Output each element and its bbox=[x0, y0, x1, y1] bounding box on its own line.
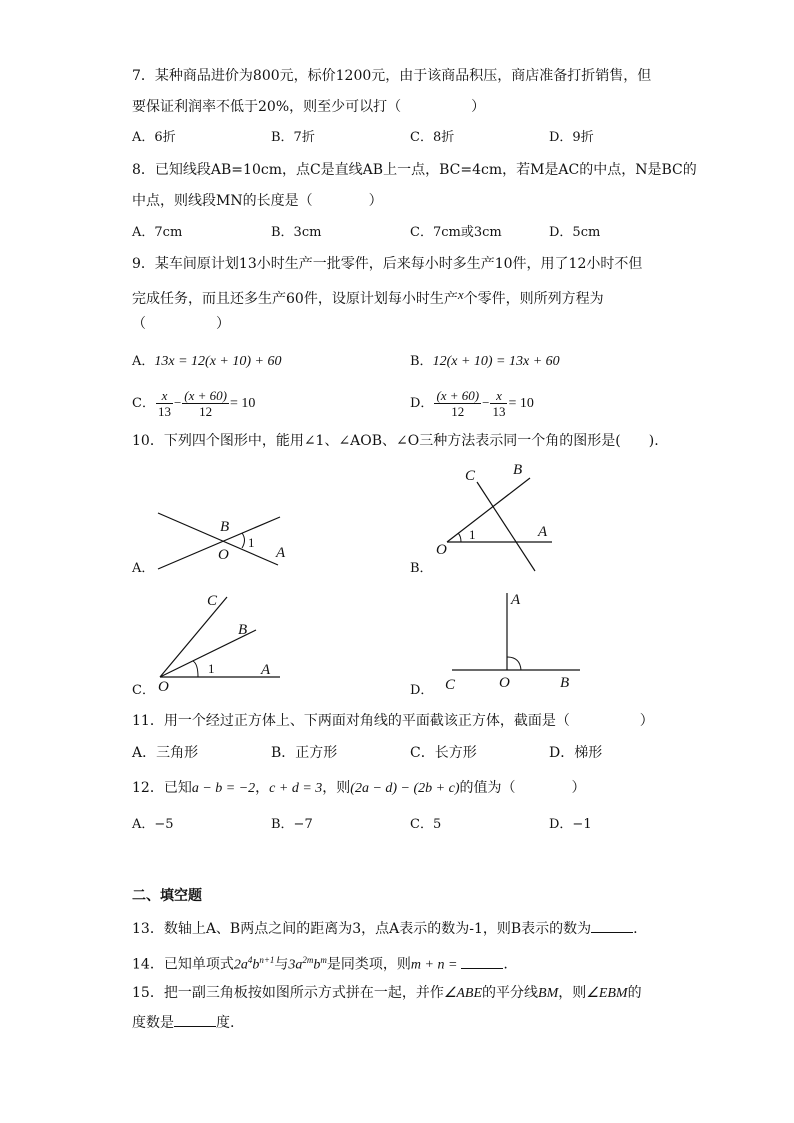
q8-option-a: A．7cm bbox=[132, 225, 183, 240]
q9-line2-a: 完成任务，而且还多生产60件，设原计划每小时生产 bbox=[132, 291, 458, 307]
q14-monomial-1-b: b bbox=[252, 957, 260, 973]
q9-option-c-fraction-1 bbox=[156, 388, 173, 419]
figure-a-label-b: B bbox=[220, 519, 230, 535]
q10-option-d-label: D． bbox=[410, 683, 434, 698]
q9-option-a bbox=[132, 352, 281, 372]
figure-d-label-o: O bbox=[499, 675, 510, 691]
q12-stem bbox=[132, 778, 586, 799]
q14-middle: 是同类项，则 bbox=[326, 956, 411, 973]
fraction-denominator: 13 bbox=[157, 404, 171, 419]
q14-answer-blank[interactable] bbox=[461, 968, 503, 969]
figure-a-label-o: O bbox=[218, 547, 229, 563]
minus-sign: − bbox=[482, 395, 490, 410]
q7-option-a: A．6折 bbox=[132, 130, 176, 145]
figure-b-label-c: C bbox=[465, 468, 476, 484]
figure-b-angle-arc bbox=[458, 533, 461, 542]
q15-angle-ebm: ∠EBM bbox=[586, 986, 628, 1001]
q11-option-d: D．梯形 bbox=[549, 745, 603, 761]
figure-c-label-b: B bbox=[238, 622, 248, 638]
q7-option-b: B．7折 bbox=[271, 130, 315, 145]
q12-then: ，则 bbox=[322, 780, 351, 796]
figure-b-label-o: O bbox=[436, 542, 447, 558]
q14-end: . bbox=[503, 956, 508, 973]
q15-bisector-bm: BM bbox=[538, 986, 559, 1001]
q11-option-b: B．正方形 bbox=[271, 745, 338, 761]
figure-c-angle-arc bbox=[193, 661, 198, 677]
q15-angle-abe: ∠ABE bbox=[443, 986, 483, 1001]
q13-text: 13．数轴上A、B两点之间的距离为3，点A表示的数为-1，则B表示的数为 bbox=[132, 921, 592, 937]
q9-line2 bbox=[132, 285, 604, 309]
q15-text-b: 的平分线 bbox=[482, 985, 539, 1001]
q7-option-c: C．8折 bbox=[410, 130, 455, 145]
q13-answer-blank[interactable] bbox=[591, 932, 633, 933]
q10-option-a-label: A． bbox=[132, 561, 155, 576]
q8-option-d: D．5cm bbox=[549, 225, 601, 240]
q12-prefix: 12．已知 bbox=[132, 780, 192, 796]
figure-c-label-c: C bbox=[207, 593, 218, 609]
q14-monomial-2-exp-b: m bbox=[320, 955, 327, 965]
q15-text-e: 度数是 bbox=[132, 1015, 174, 1031]
q10-figure-d bbox=[440, 585, 590, 693]
figure-b-crossing-line bbox=[477, 482, 535, 571]
q14-with: 与 bbox=[274, 956, 289, 973]
q14-monomial-1-exp-a: 4 bbox=[247, 955, 253, 965]
q15-line1 bbox=[132, 983, 642, 1004]
figure-d-label-b: B bbox=[560, 675, 570, 691]
q9-option-d-label: D． bbox=[410, 396, 434, 411]
q9-option-c-label: C． bbox=[132, 396, 155, 411]
fraction-numerator: (x + 60) bbox=[184, 388, 227, 403]
q10-option-b-label: B． bbox=[410, 561, 433, 576]
q14-monomial-2-base: 3a bbox=[288, 957, 303, 973]
figure-c-label-1: 1 bbox=[208, 661, 215, 676]
q9-line1: 9．某车间原计划13小时生产一批零件，后来每小时多生产10件，用了12小时不但 bbox=[132, 256, 643, 272]
q10-option-c-label: C． bbox=[132, 683, 155, 698]
q12-option-a: A．−5 bbox=[132, 817, 174, 832]
q9-option-d-fraction-2 bbox=[490, 388, 507, 419]
q12-option-b: B．−7 bbox=[271, 817, 313, 832]
q7-line1: 7．某种商品进价为800元，标价1200元，由于该商品积压，商店准备打折销售，但 bbox=[132, 68, 652, 84]
q9-option-c bbox=[132, 385, 255, 422]
q11-option-c: C．长方形 bbox=[410, 745, 477, 761]
q10-figure-c bbox=[150, 590, 290, 695]
q9-option-c-fraction-2 bbox=[182, 388, 229, 419]
q14-monomial-1-exp-b: n+1 bbox=[259, 955, 275, 965]
q15-text-c: ，则 bbox=[558, 985, 587, 1001]
q14-prefix: 14．已知单项式 bbox=[132, 956, 234, 973]
fraction-numerator: x bbox=[156, 388, 173, 404]
fraction-denominator: 13 bbox=[492, 404, 506, 419]
q15-text-a: 15．把一副三角板按如图所示方式拼在一起，并作 bbox=[132, 985, 444, 1001]
q8-option-b: B．3cm bbox=[271, 225, 322, 240]
figure-d-angle-arc bbox=[507, 657, 521, 670]
q9-answer-bracket: （ ） bbox=[132, 316, 230, 332]
q13-stem bbox=[132, 919, 638, 939]
fraction-denominator: 12 bbox=[451, 404, 465, 419]
q9-option-a-label: A． bbox=[132, 354, 155, 369]
q15-text-f: 度. bbox=[216, 1015, 235, 1031]
figure-b-label-1: 1 bbox=[469, 527, 476, 542]
q15-text-d: 的 bbox=[627, 985, 642, 1001]
q8-option-c: C．7cm或3cm bbox=[410, 225, 502, 240]
q11-option-a: A．三角形 bbox=[132, 745, 199, 761]
q9-variable-x: x bbox=[457, 287, 464, 302]
q11-stem: 11．用一个经过正方体上、下两面对角线的平面截该正方体，截面是（ ） bbox=[132, 713, 654, 729]
section-title-fill-in: 二、填空题 bbox=[132, 888, 202, 904]
q10-stem: 10．下列四个图形中，能用∠1、∠AOB、∠O三种方法表示同一个角的图形是( ). bbox=[132, 433, 659, 449]
q15-line2 bbox=[132, 1013, 234, 1033]
q7-option-d: D．9折 bbox=[549, 130, 594, 145]
figure-a-angle-arc bbox=[242, 533, 245, 548]
q12-separator: ， bbox=[255, 780, 270, 796]
q14-expression: m + n = bbox=[410, 957, 458, 973]
q14-monomial-2-exp-a: 2m bbox=[302, 955, 314, 965]
figure-c-label-o: O bbox=[158, 679, 169, 695]
q9-option-d-fraction-1 bbox=[434, 388, 481, 419]
q12-option-c: C．5 bbox=[410, 817, 442, 832]
q14-monomial-2-b: b bbox=[313, 957, 321, 973]
figure-d-label-c: C bbox=[445, 677, 456, 693]
q14-monomial-1-base: 2a bbox=[233, 957, 248, 973]
q12-condition-2: c + d = 3 bbox=[269, 781, 323, 796]
q9-option-b-label: B． bbox=[410, 354, 433, 369]
q10-figure-b bbox=[425, 460, 565, 575]
q12-expression: (2a − d) − (2b + c) bbox=[350, 781, 460, 796]
q9-option-a-equation: 13x = 12(x + 10) + 60 bbox=[154, 354, 282, 369]
q14-stem bbox=[132, 950, 508, 976]
figure-b-ray-ob bbox=[447, 478, 530, 542]
q13-end: . bbox=[633, 921, 638, 937]
equals-ten: = 10 bbox=[508, 396, 534, 411]
q9-option-d bbox=[410, 385, 534, 422]
equals-ten: = 10 bbox=[230, 396, 256, 411]
q12-condition-1: a − b = −2 bbox=[191, 781, 256, 796]
minus-sign: − bbox=[173, 395, 182, 410]
fraction-numerator: (x + 60) bbox=[436, 388, 480, 403]
figure-b-label-b: B bbox=[513, 462, 523, 478]
q10-figure-a bbox=[150, 505, 290, 575]
q8-line1: 8．已知线段AB=10cm，点C是直线AB上一点，BC=4cm，若M是AC的中点，N是BC的 bbox=[132, 162, 697, 178]
q15-answer-blank[interactable] bbox=[174, 1026, 216, 1027]
figure-a-label-a: A bbox=[276, 545, 286, 561]
figure-c-ray-oc bbox=[160, 597, 227, 677]
figure-d-label-a: A bbox=[511, 592, 521, 608]
figure-b-label-a: A bbox=[538, 524, 548, 540]
figure-a-label-1: 1 bbox=[248, 535, 255, 550]
q9-option-b-equation: 12(x + 10) = 13x + 60 bbox=[432, 354, 560, 369]
q12-suffix: 的值为（ ） bbox=[459, 780, 586, 796]
q12-option-d: D．−1 bbox=[549, 817, 592, 832]
q7-line2: 要保证利润率不低于20%，则至少可以打（ ） bbox=[132, 99, 486, 115]
figure-c-label-a: A bbox=[261, 662, 271, 678]
fraction-denominator: 12 bbox=[199, 404, 213, 419]
q9-line2-b: 个零件，则所列方程为 bbox=[463, 291, 604, 307]
fraction-numerator: x bbox=[490, 388, 507, 404]
q9-option-b bbox=[410, 352, 560, 372]
q8-line2: 中点，则线段MN的长度是（ ） bbox=[132, 193, 383, 209]
